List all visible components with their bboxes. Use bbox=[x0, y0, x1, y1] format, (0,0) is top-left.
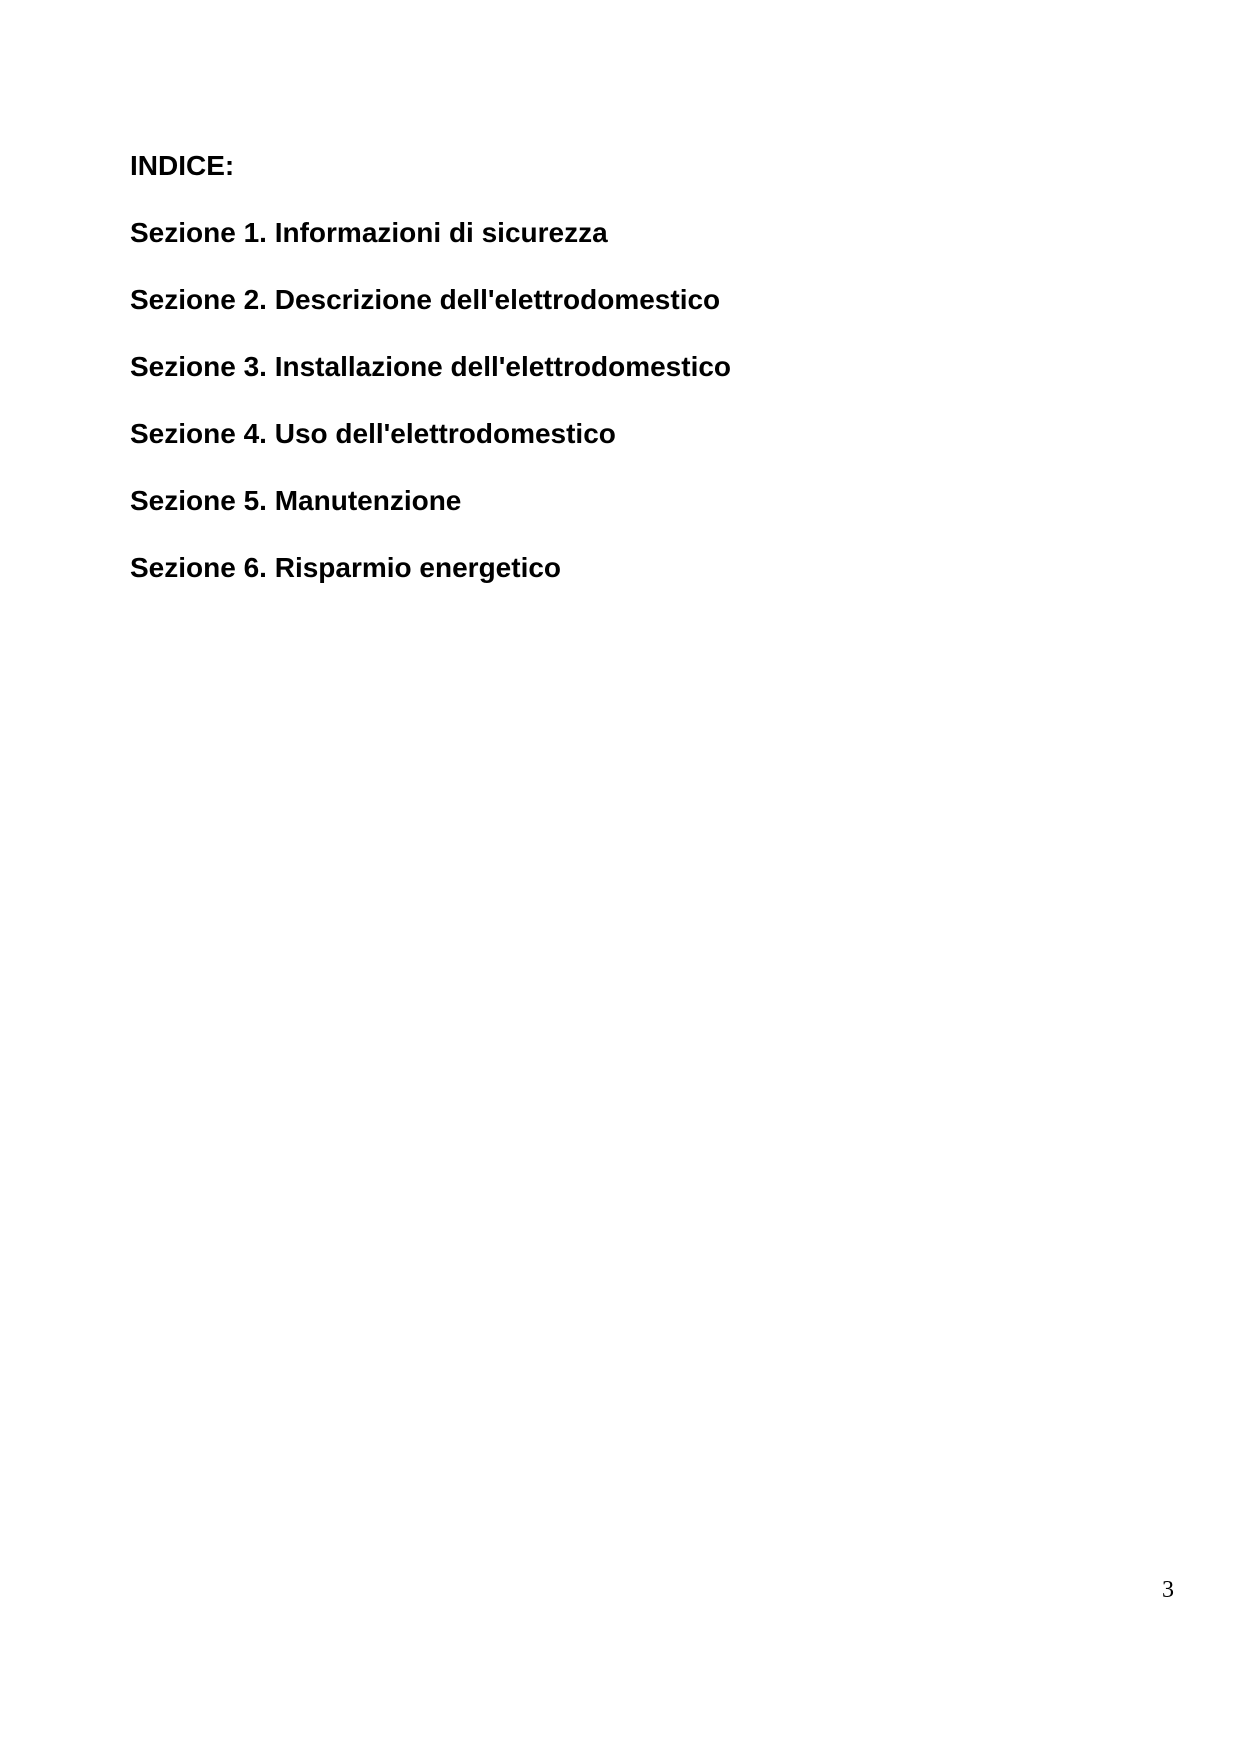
toc-title: INDICE: bbox=[130, 150, 235, 181]
toc-item-section-2[interactable]: Sezione 2. Descrizione dell'elettrodomestico bbox=[130, 284, 721, 315]
toc-item-section-3[interactable]: Sezione 3. Installazione dell'elettrodomestico bbox=[130, 351, 732, 382]
toc-item-section-6[interactable]: Sezione 6. Risparmio energetico bbox=[130, 552, 562, 583]
toc-item-section-5[interactable]: Sezione 5. Manutenzione bbox=[130, 485, 462, 516]
toc-item-section-4[interactable]: Sezione 4. Uso dell'elettrodomestico bbox=[130, 418, 616, 449]
page-number: 3 bbox=[1162, 1577, 1174, 1603]
table-of-contents bbox=[130, 219, 731, 621]
toc-item-section-1[interactable]: Sezione 1. Informazioni di sicurezza bbox=[130, 217, 608, 248]
